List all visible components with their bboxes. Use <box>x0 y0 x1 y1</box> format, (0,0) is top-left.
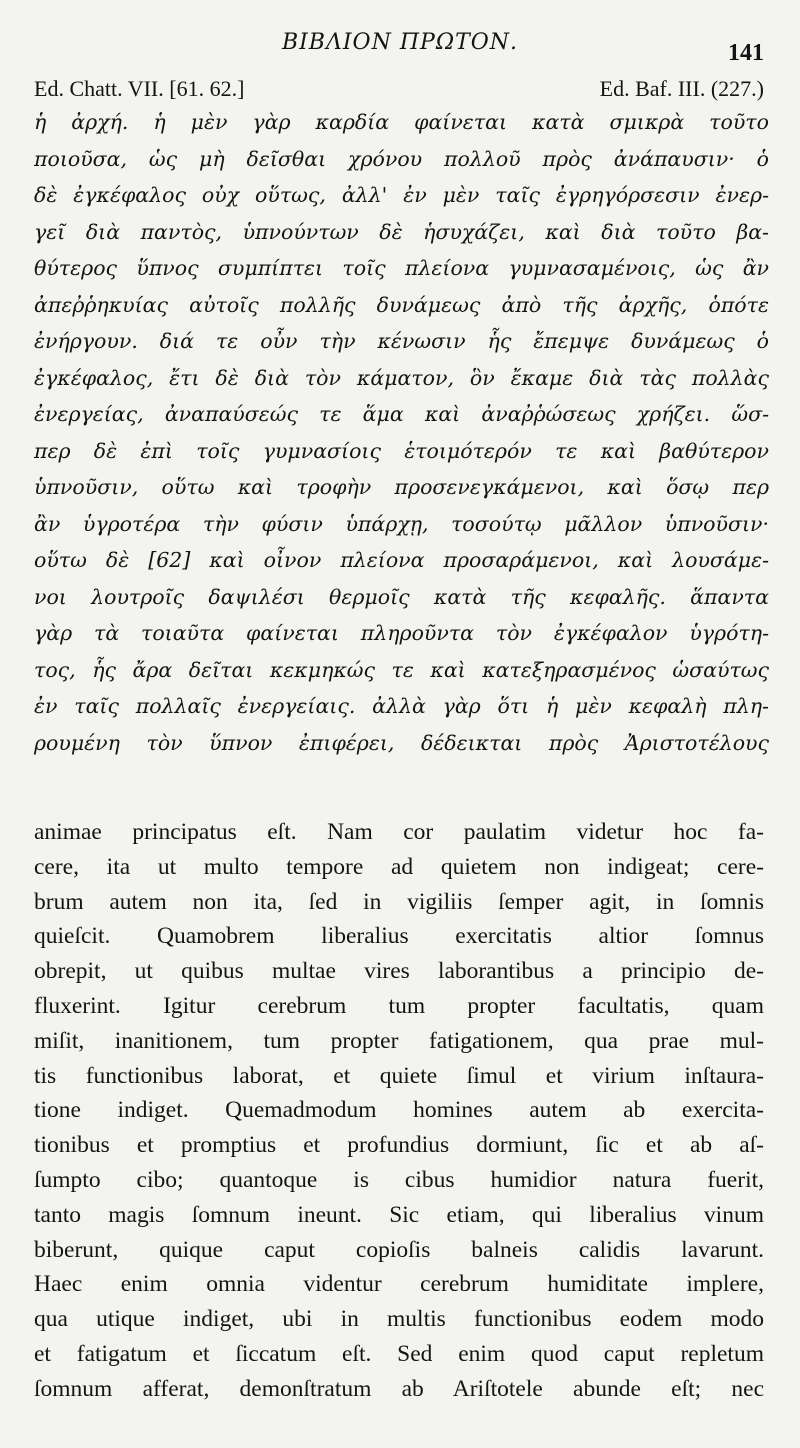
latin-line: miſit, inanitionem, tum propter fatigationem, qua prae mul- <box>34 1027 764 1054</box>
edition-chatt-reference: Ed. Chatt. VII. [61. 62.] <box>34 76 245 101</box>
running-title: ΒΙΒΛΙΟΝ ΠΡΩΤΟΝ. <box>281 30 519 55</box>
greek-line: ποιοῦσα, ὡς μὴ δεῖσθαι χρόνου πολλοῦ πρὸς ἀνάπαυσιν· ὁ <box>34 146 769 171</box>
latin-line: tis functionibus laborat, et quiete ſimul et virium inſtaura- <box>34 1062 764 1089</box>
greek-line: τος, ἧς ἄρα δεῖται κεκμηκώς τε καὶ κατεξηρασμένος ὡσαύτως <box>34 657 769 682</box>
latin-line: quieſcit. Quamobrem liberalius exercitatis altior ſomnus <box>34 923 764 950</box>
latin-line: obrepit, ut quibus multae vires laborantibus a principio de- <box>34 958 764 985</box>
latin-text-block <box>34 815 764 1407</box>
greek-line: ρουμένη τὸν ὕπνον ἐπιφέρει, δέδεικται πρὸς Ἀριστοτέλους <box>34 730 769 755</box>
latin-line: biberunt, quique caput copioſis balneis calidis lavarunt. <box>34 1236 764 1263</box>
latin-line: ſumpto cibo; quantoque is cibus humidior natura fuerit, <box>34 1166 764 1193</box>
latin-line: animae principatus eſt. Nam cor paulatim videtur hoc fa- <box>34 819 764 845</box>
greek-line: ἐνήργουν. διά τε οὖν τὴν κένωσιν ἧς ἔπεμψε δυνάμεως ὁ <box>34 329 769 353</box>
latin-line: qua utique indiget, ubi in multis functionibus eodem modo <box>34 1306 764 1333</box>
greek-line: νοι λουτροῖς δαψιλέσι θερμοῖς κατὰ τῆς κεφαλῆς. ἅπαντα <box>34 584 769 609</box>
greek-line: θύτερος ὕπνος συμπίπτει τοῖς πλείονα γυμνασαμένοις, ὡς ἂν <box>34 256 769 280</box>
edition-bas-reference: Ed. Baf. III. (227.) <box>599 76 764 101</box>
running-head <box>0 30 800 66</box>
latin-line: cere, ita ut multo tempore ad quietem non indigeat; cere- <box>34 853 764 880</box>
latin-line: Haec enim omnia videntur cerebrum humiditate implere, <box>34 1271 764 1298</box>
greek-line: ὑπνοῦσιν, οὕτω καὶ τροφὴν προσενεγκάμενοι, καὶ ὅσῳ περ <box>34 475 769 499</box>
latin-line: tanto magis ſomnum ineunt. Sic etiam, qui liberalius vinum <box>34 1201 764 1228</box>
greek-line: οὕτω δὲ [62] καὶ οἶνον πλείονα προσαράμενοι, καὶ λουσάμε- <box>34 548 769 572</box>
greek-line: γὰρ τὰ τοιαῦτα φαίνεται πληροῦντα τὸν ἐγκέφαλον ὑγρότη- <box>34 621 769 645</box>
latin-line: ſomnum afferat, demonſtratum ab Ariſtotele abunde eſt; nec <box>34 1375 764 1402</box>
greek-line: ἀπεῤῥηκυίας αὐτοῖς πολλῆς δυνάμεως ἀπὸ τῆς ἀρχῆς, ὁπότε <box>34 292 769 317</box>
latin-line: et fatigatum et ſiccatum eſt. Sed enim quod caput repletum <box>34 1340 764 1367</box>
latin-line: tionibus et promptius et profundius dormiunt, ſic et ab aſ- <box>34 1132 764 1159</box>
greek-line: δὲ ἐγκέφαλος οὐχ οὕτως, ἀλλ' ἐν μὲν ταῖς ἐγρηγόρσεσιν ἐνερ- <box>34 183 769 207</box>
greek-line: ἐγκέφαλος, ἔτι δὲ διὰ τὸν κάματον, ὃν ἔκαμε διὰ τὰς πολλὰς <box>34 365 769 390</box>
greek-line: ἡ ἀρχή. ἡ μὲν γὰρ καρδία φαίνεται κατὰ σμικρὰ τοῦτο <box>34 110 769 134</box>
latin-line: tione indiget. Quemadmodum homines autem ab exercita- <box>34 1097 764 1124</box>
greek-line: γεῖ διὰ παντὸς, ὑπνούντων δὲ ἡσυχάζει, καὶ διὰ τοῦτο βα- <box>34 219 769 244</box>
greek-line: ἐν ταῖς πολλαῖς ἐνεργείαις. ἀλλὰ γὰρ ὅτι ἡ μὲν κεφαλὴ πλη- <box>34 694 769 718</box>
latin-line: brum autem non ita, ſed in vigiliis ſemper agit, in ſomnis <box>34 888 764 915</box>
greek-line: ἐνεργείας, ἀναπαύσεώς τε ἅμα καὶ ἀναῤῥώσεως χρήζει. ὥσ- <box>34 402 769 426</box>
page-number: 141 <box>728 40 764 66</box>
greek-text-block <box>34 104 769 761</box>
greek-line: περ δὲ ἐπὶ τοῖς γυμνασίοις ἑτοιμότερόν τε καὶ βαθύτερον <box>34 438 769 463</box>
greek-line: ἂν ὑγροτέρα τὴν φύσιν ὑπάρχῃ, τοσούτῳ μᾶλλον ὑπνοῦσιν· <box>34 511 769 536</box>
edition-reference-line <box>34 76 764 104</box>
latin-line: fluxerint. Igitur cerebrum tum propter facultatis, quam <box>34 992 764 1019</box>
